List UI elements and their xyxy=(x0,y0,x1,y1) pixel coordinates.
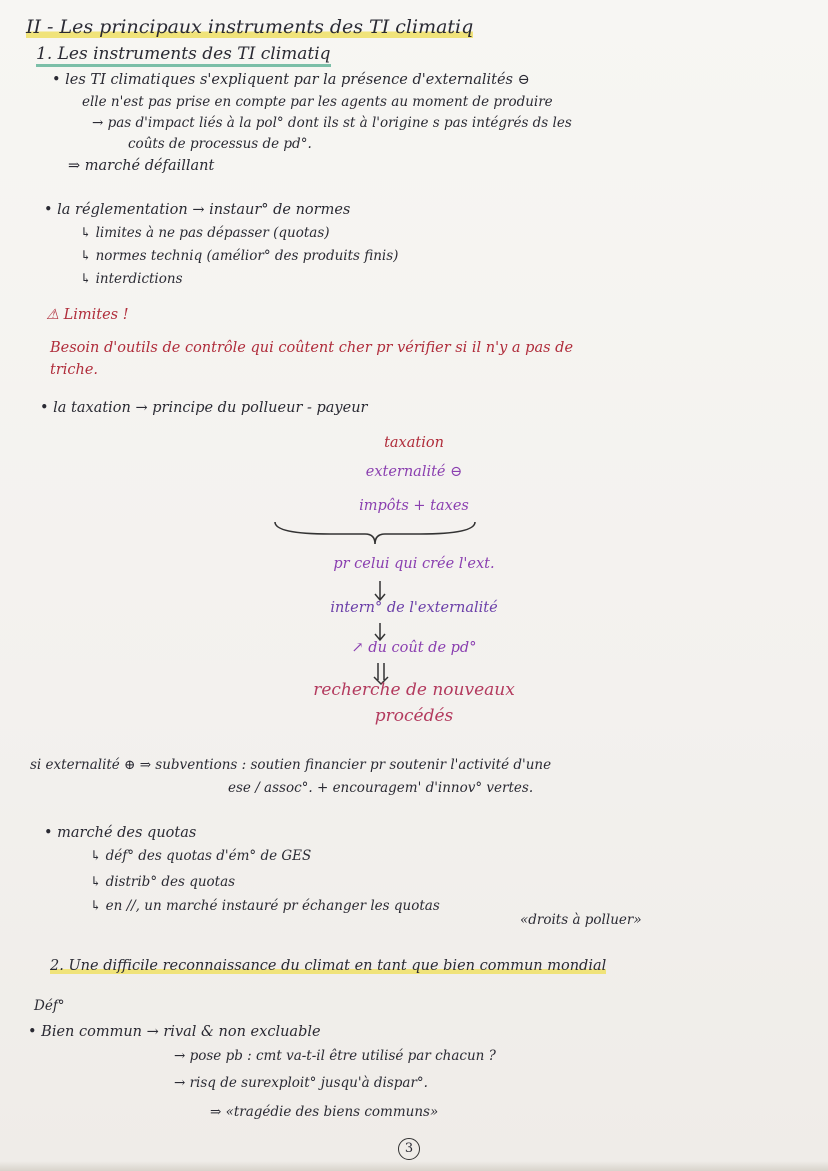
text-line: coûts de processus de pd°. xyxy=(128,136,312,152)
text-line: «droits à polluer» xyxy=(520,912,642,928)
text-line: → risq de surexploit° jusqu'à dispar°. xyxy=(174,1075,428,1091)
definition-label: Déf° xyxy=(34,998,65,1014)
text-line: ⇒ «tragédie des biens communs» xyxy=(210,1104,439,1120)
text-line: elle n'est pas prise en compte par les agents au moment de produire xyxy=(82,94,553,110)
text-line: ⇒ marché défaillant xyxy=(68,158,215,174)
text-line: ↳ interdictions xyxy=(80,271,183,287)
page-title: II - Les principaux instruments des TI climatiq xyxy=(26,16,474,38)
text-line: ↳ limites à ne pas dépasser (quotas) xyxy=(80,225,330,241)
text-line: ↳ déf° des quotas d'ém° de GES xyxy=(90,848,312,864)
arrow-down-icon xyxy=(372,622,388,642)
page-number: 3 xyxy=(398,1138,420,1160)
brace-icon xyxy=(270,520,480,546)
diagram-cout: ↗ du coût de pd° xyxy=(351,640,477,656)
limits-text: Besoin d'outils de contrôle qui coûtent cher pr vérifier si il n'y a pas de xyxy=(50,340,574,356)
section2-heading: 2. Une difficile reconnaissance du climat en tant que bien commun mondial xyxy=(50,958,607,974)
diagram-taxation: taxation xyxy=(384,435,444,451)
marche-quotas-item: • marché des quotas xyxy=(44,825,197,841)
diagram-recherche: recherche de nouveaux xyxy=(313,680,515,700)
section1-heading: 1. Les instruments des TI climatiq xyxy=(36,44,331,67)
diagram-externalite: externalité ⊖ xyxy=(365,464,463,480)
text-line: → pas d'impact liés à la pol° dont ils st à l'origine s pas intégrés ds les xyxy=(92,115,572,131)
bien-commun-item: • Bien commun → rival & non excluable xyxy=(28,1024,321,1040)
text-line: ↳ en //, un marché instauré pr échanger les quotas xyxy=(90,898,440,914)
diagram-procedes: procédés xyxy=(374,706,454,726)
taxation-item: • la taxation → principe du pollueur - payeur xyxy=(40,400,368,416)
text-line: ese / assoc°. + encouragem' d'innov° vertes. xyxy=(228,780,534,796)
arrow-down-icon xyxy=(372,580,388,602)
text-line: • les TI climatiques s'expliquent par la présence d'externalités ⊖ xyxy=(52,72,530,88)
subventions-line: si externalité ⊕ ⇒ subventions : soutien financier pr soutenir l'activité d'une xyxy=(30,757,552,773)
diagram-internalisation: intern° de l'externalité xyxy=(330,600,498,616)
text-line: → pose pb : cmt va-t-il être utilisé par chacun ? xyxy=(174,1048,496,1064)
limits-text: triche. xyxy=(50,362,99,378)
text-line: ↳ distrib° des quotas xyxy=(90,874,236,890)
limits-title: ⚠ Limites ! xyxy=(46,307,129,323)
reglementation-item: • la réglementation → instaur° de normes xyxy=(44,202,351,218)
page-edge xyxy=(0,1161,828,1171)
diagram-impots: impôts + taxes xyxy=(359,498,469,514)
text-line: ↳ normes techniq (amélior° des produits finis) xyxy=(80,248,399,264)
diagram-celui: pr celui qui crée l'ext. xyxy=(333,556,495,572)
